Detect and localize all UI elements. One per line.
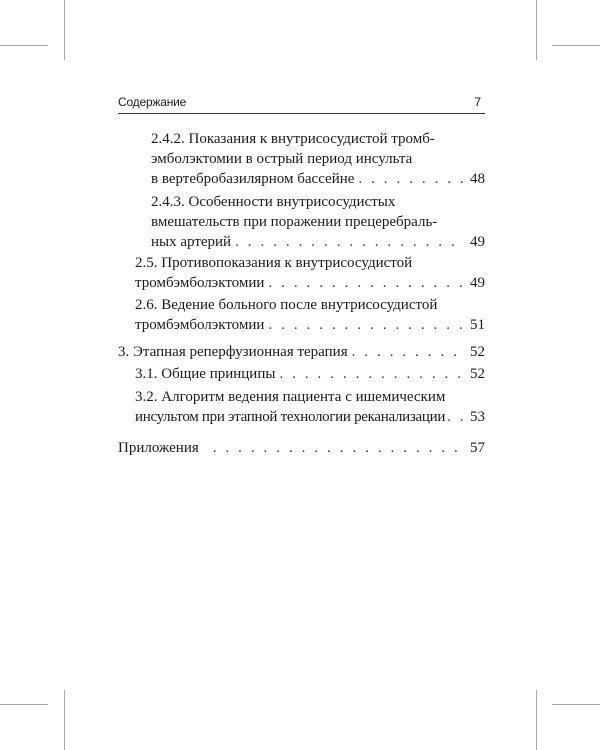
toc-line: [135, 387, 485, 407]
toc-page-number: 57: [470, 440, 485, 456]
dot-leader: [447, 407, 466, 427]
dot-leader: [358, 169, 464, 189]
toc-entry-text: инсультом при этапной технологии реканализации: [135, 409, 446, 425]
toc-entry-text: 2.5. Противопоказания к внутрисосудистой: [135, 255, 413, 271]
toc-line: [135, 273, 485, 293]
toc-line: [135, 364, 485, 384]
toc-entry-3-2: [135, 387, 485, 427]
dot-leader: [213, 438, 464, 458]
toc-line: [151, 169, 485, 189]
header-page-number: 7: [474, 95, 481, 109]
toc-entry-2-5: [135, 253, 485, 293]
dot-leader: [279, 364, 464, 384]
toc-entry-text: эмболэктомии в острый период инсульта: [151, 151, 413, 167]
toc-page-number: 48: [470, 171, 485, 187]
toc-page-number: 51: [470, 317, 485, 333]
crop-mark: [536, 690, 537, 750]
crop-mark: [552, 704, 600, 705]
toc-entry-text: тромбэмболэктомии: [135, 317, 265, 333]
toc-entry-text: тромбэмболэктомии: [135, 275, 265, 291]
toc-page-number: 49: [470, 275, 485, 291]
toc-line: [135, 315, 485, 335]
toc-page-number: 49: [470, 234, 485, 250]
dot-leader: [235, 232, 464, 252]
toc-line: [151, 212, 485, 232]
running-header: [118, 95, 485, 114]
toc-entry-text: 2.4.3. Особенности внутрисосудистых: [151, 194, 396, 210]
toc-line: [151, 192, 485, 212]
crop-mark: [64, 0, 65, 60]
toc-line: [135, 253, 485, 273]
toc-entry-text: 3.1. Общие принципы: [135, 366, 276, 382]
dot-leader: [268, 315, 464, 335]
toc-page-number: 52: [470, 344, 485, 360]
crop-mark: [552, 45, 600, 46]
dot-leader: [352, 342, 464, 362]
crop-mark: [536, 0, 537, 60]
header-title: Содержание: [118, 95, 187, 109]
crop-mark: [0, 704, 48, 705]
toc-entry-text: 3.2. Алгоритм ведения пациента с ишемическим: [135, 389, 446, 405]
crop-mark: [64, 690, 65, 750]
toc-page-number: 52: [470, 366, 485, 382]
toc-entry-text: 3. Этапная реперфузионная терапия: [118, 344, 348, 360]
toc-entry-appendices: [118, 438, 485, 458]
toc-line: [151, 232, 485, 252]
toc-line: [135, 295, 485, 315]
crop-mark: [0, 45, 48, 46]
toc-entry-2-6: [135, 295, 485, 335]
toc-entry-text: 2.4.2. Показания к внутрисосудистой тромб-: [151, 131, 435, 147]
toc-entry-2-4-3: [151, 192, 485, 252]
toc-line: [118, 342, 485, 362]
toc-entry-2-4-2: [151, 129, 485, 189]
toc-entry-text: вмешательств при поражении прецеребраль-: [151, 214, 438, 230]
toc-line: [151, 129, 485, 149]
dot-leader: [268, 273, 464, 293]
toc-entry-3: [118, 342, 485, 362]
toc-entry-3-1: [135, 364, 485, 384]
toc-line: [151, 149, 485, 169]
toc-line: [135, 407, 485, 427]
toc-line: [118, 438, 485, 458]
toc-entry-text: ных артерий: [151, 234, 232, 250]
toc-page-number: 53: [470, 409, 485, 425]
toc-entry-text: в вертебробазилярном бассейне: [151, 171, 355, 187]
toc-entry-text: Приложения: [118, 440, 199, 456]
toc-entry-text: 2.6. Ведение больного после внутрисосудистой: [135, 297, 438, 313]
